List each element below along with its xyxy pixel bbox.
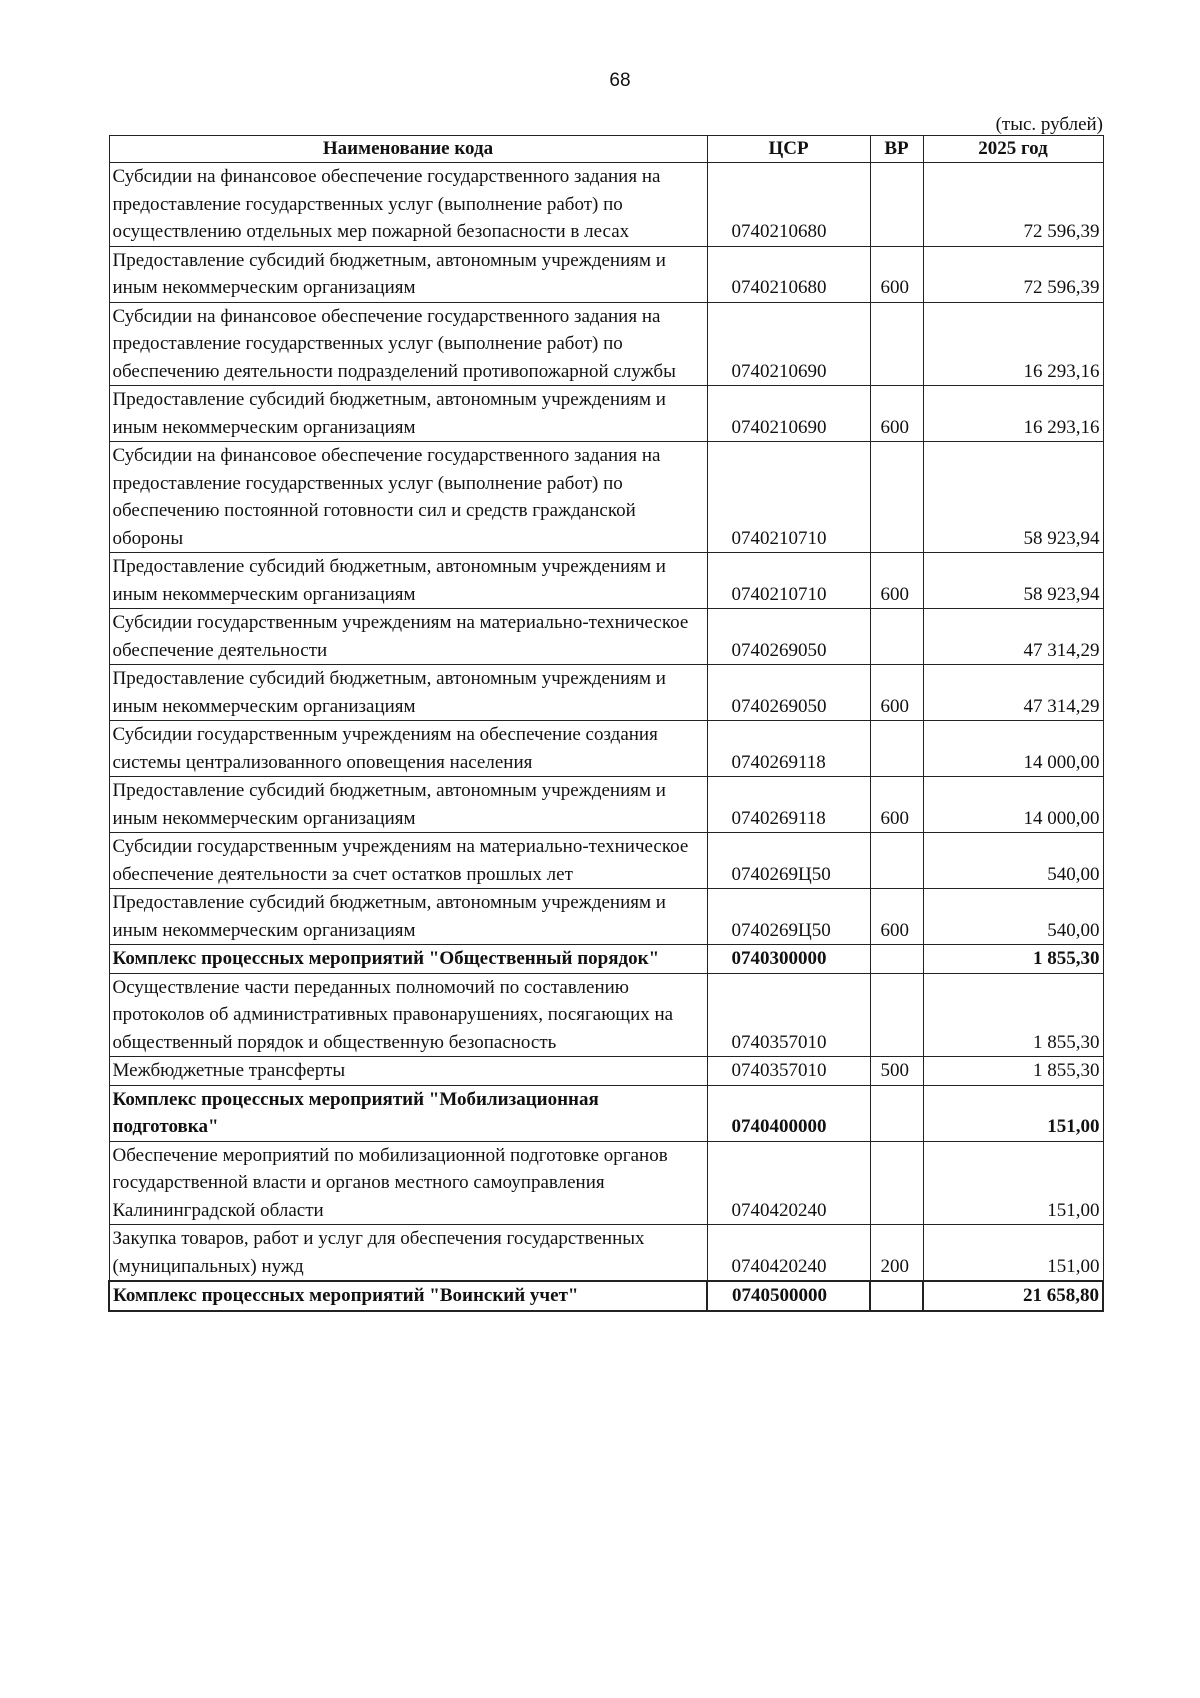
budget-table — [108, 135, 1104, 1312]
row-csr-cell: 0740269Ц50 — [707, 889, 870, 945]
row-name-cell: Предоставление субсидий бюджетным, автономным учреждениям и иным некоммерческим организациям — [109, 553, 707, 609]
header-name: Наименование кода — [109, 136, 707, 163]
row-vr-cell: 600 — [870, 386, 923, 442]
header-csr: ЦСР — [707, 136, 870, 163]
row-sum-cell: 72 596,39 — [923, 246, 1103, 302]
row-sum-cell: 151,00 — [923, 1225, 1103, 1282]
row-vr-cell — [870, 163, 923, 247]
row-name-cell: Субсидии государственным учреждениям на обеспечение создания системы централизованного оповещения населения — [109, 721, 707, 777]
row-name-cell: Межбюджетные трансферты — [109, 1057, 707, 1086]
row-sum-cell: 1 855,30 — [923, 1057, 1103, 1086]
row-name-cell: Предоставление субсидий бюджетным, автономным учреждениям и иным некоммерческим организациям — [109, 777, 707, 833]
row-vr-cell — [870, 833, 923, 889]
row-sum-cell: 16 293,16 — [923, 302, 1103, 386]
row-name-cell: Предоставление субсидий бюджетным, автономным учреждениям и иным некоммерческим организациям — [109, 246, 707, 302]
row-csr-cell: 0740500000 — [707, 1281, 870, 1311]
table-row — [109, 386, 1103, 442]
row-name-cell: Комплекс процессных мероприятий "Общественный порядок" — [109, 945, 707, 974]
table-row — [109, 246, 1103, 302]
row-csr-cell: 0740357010 — [707, 1057, 870, 1086]
row-vr-cell: 600 — [870, 889, 923, 945]
row-name-cell: Предоставление субсидий бюджетным, автономным учреждениям и иным некоммерческим организациям — [109, 386, 707, 442]
row-sum-cell: 540,00 — [923, 833, 1103, 889]
table-row — [109, 1281, 1103, 1311]
row-sum-cell: 1 855,30 — [923, 945, 1103, 974]
table-row — [109, 945, 1103, 974]
row-vr-cell: 600 — [870, 665, 923, 721]
row-csr-cell: 0740357010 — [707, 973, 870, 1057]
row-vr-cell — [870, 302, 923, 386]
row-name-cell: Субсидии на финансовое обеспечение государственного задания на предоставление государственных услуг (выполнение работ) по обеспечению деятельности подразделений противопожарной службы — [109, 302, 707, 386]
row-sum-cell: 151,00 — [923, 1141, 1103, 1225]
row-vr-cell — [870, 721, 923, 777]
table-row — [109, 163, 1103, 247]
table-row — [109, 1225, 1103, 1282]
row-sum-cell: 16 293,16 — [923, 386, 1103, 442]
row-csr-cell: 0740210680 — [707, 246, 870, 302]
row-csr-cell: 0740269050 — [707, 665, 870, 721]
page-number: 68 — [609, 70, 631, 91]
row-csr-cell: 0740210710 — [707, 553, 870, 609]
row-csr-cell: 0740269Ц50 — [707, 833, 870, 889]
row-csr-cell: 0740420240 — [707, 1141, 870, 1225]
row-name-cell: Субсидии на финансовое обеспечение государственного задания на предоставление государственных услуг (выполнение работ) по осуществлению отдельных мер пожарной безопасности в лесах — [109, 163, 707, 247]
row-name-cell: Субсидии государственным учреждениям на материально-техническое обеспечение деятельности — [109, 609, 707, 665]
row-name-cell: Комплекс процессных мероприятий "Воинский учет" — [109, 1281, 707, 1311]
table-body — [109, 163, 1103, 1311]
row-csr-cell: 0740300000 — [707, 945, 870, 974]
table-row — [109, 553, 1103, 609]
row-name-cell: Комплекс процессных мероприятий "Мобилизационная подготовка" — [109, 1085, 707, 1141]
row-vr-cell: 600 — [870, 246, 923, 302]
units-note: (тыс. рублей) — [995, 114, 1103, 135]
row-csr-cell: 0740400000 — [707, 1085, 870, 1141]
row-sum-cell: 47 314,29 — [923, 609, 1103, 665]
row-name-cell: Субсидии на финансовое обеспечение государственного задания на предоставление государственных услуг (выполнение работ) по обеспечению постоянной готовности сил и средств гражданской обороны — [109, 442, 707, 553]
row-name-cell: Субсидии государственным учреждениям на материально-техническое обеспечение деятельности за счет остатков прошлых лет — [109, 833, 707, 889]
table-row — [109, 777, 1103, 833]
row-sum-cell: 21 658,80 — [923, 1281, 1103, 1311]
table-row — [109, 1141, 1103, 1225]
row-vr-cell: 500 — [870, 1057, 923, 1086]
table-row — [109, 889, 1103, 945]
row-name-cell: Закупка товаров, работ и услуг для обеспечения государственных (муниципальных) нужд — [109, 1225, 707, 1282]
table-row — [109, 665, 1103, 721]
row-sum-cell: 58 923,94 — [923, 442, 1103, 553]
header-year: 2025 год — [923, 136, 1103, 163]
row-sum-cell: 72 596,39 — [923, 163, 1103, 247]
row-sum-cell: 151,00 — [923, 1085, 1103, 1141]
row-vr-cell — [870, 1141, 923, 1225]
row-csr-cell: 0740210690 — [707, 302, 870, 386]
table-row — [109, 833, 1103, 889]
header-vr: ВР — [870, 136, 923, 163]
table-row — [109, 1057, 1103, 1086]
row-sum-cell: 47 314,29 — [923, 665, 1103, 721]
row-sum-cell: 58 923,94 — [923, 553, 1103, 609]
row-vr-cell — [870, 945, 923, 974]
row-name-cell: Предоставление субсидий бюджетным, автономным учреждениям и иным некоммерческим организациям — [109, 665, 707, 721]
row-vr-cell: 600 — [870, 777, 923, 833]
row-csr-cell: 0740210690 — [707, 386, 870, 442]
row-csr-cell: 0740269118 — [707, 777, 870, 833]
row-sum-cell: 1 855,30 — [923, 973, 1103, 1057]
row-vr-cell: 200 — [870, 1225, 923, 1282]
row-csr-cell: 0740420240 — [707, 1225, 870, 1282]
row-vr-cell — [870, 609, 923, 665]
row-name-cell: Осуществление части переданных полномочий по составлению протоколов об административных правонарушениях, посягающих на общественный порядок и общественную безопасность — [109, 973, 707, 1057]
row-vr-cell — [870, 1085, 923, 1141]
row-vr-cell — [870, 1281, 923, 1311]
row-vr-cell: 600 — [870, 553, 923, 609]
table-row — [109, 302, 1103, 386]
row-vr-cell — [870, 973, 923, 1057]
table-row — [109, 721, 1103, 777]
table-row — [109, 1085, 1103, 1141]
row-csr-cell: 0740210680 — [707, 163, 870, 247]
header-row — [109, 136, 1103, 163]
row-csr-cell: 0740210710 — [707, 442, 870, 553]
table-row — [109, 609, 1103, 665]
row-sum-cell: 14 000,00 — [923, 777, 1103, 833]
row-sum-cell: 540,00 — [923, 889, 1103, 945]
row-name-cell: Обеспечение мероприятий по мобилизационной подготовке органов государственной власти и органов местного самоуправления Калининградской области — [109, 1141, 707, 1225]
row-name-cell: Предоставление субсидий бюджетным, автономным учреждениям и иным некоммерческим организациям — [109, 889, 707, 945]
table-row — [109, 973, 1103, 1057]
row-vr-cell — [870, 442, 923, 553]
row-csr-cell: 0740269118 — [707, 721, 870, 777]
table-header — [109, 136, 1103, 163]
row-sum-cell: 14 000,00 — [923, 721, 1103, 777]
row-csr-cell: 0740269050 — [707, 609, 870, 665]
table-row — [109, 442, 1103, 553]
